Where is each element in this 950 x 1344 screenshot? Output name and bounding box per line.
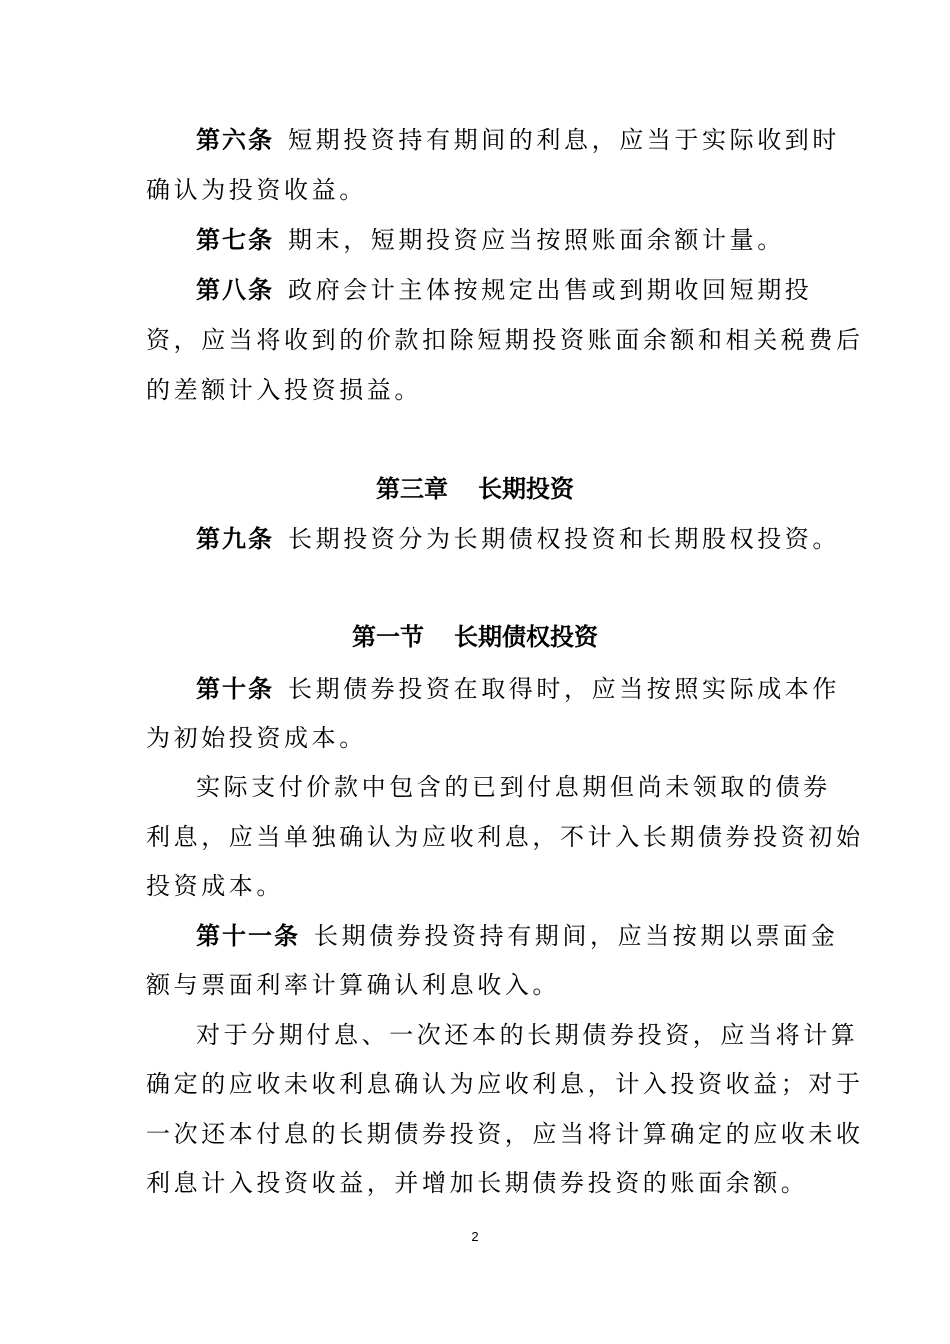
article-10-line-1	[196, 673, 840, 705]
article-9-label: 第九条	[196, 525, 274, 553]
section-heading	[0, 621, 950, 653]
article-10-para-2-line-2: 利息，应当单独确认为应收利息，不计入长期债券投资初始	[146, 823, 864, 851]
chapter-heading	[0, 473, 950, 505]
article-10-para-2-line-1: 实际支付价款中包含的已到付息期但尚未领取的债券	[196, 773, 831, 801]
article-10-text: 长期债券投资在取得时，应当按照实际成本作	[288, 675, 840, 703]
article-6-label: 第六条	[196, 126, 274, 154]
article-9-text: 长期投资分为长期债权投资和长期股权投资。	[288, 525, 840, 553]
article-11-line-2: 额与票面利率计算确认利息收入。	[146, 971, 560, 999]
article-6-line-2: 确认为投资收益。	[146, 176, 367, 204]
chapter-number: 第三章	[376, 475, 448, 503]
section-number: 第一节	[352, 623, 424, 651]
article-10-line-2: 为初始投资成本。	[146, 724, 367, 752]
article-8-label: 第八条	[196, 276, 274, 304]
article-6-text: 短期投资持有期间的利息，应当于实际收到时	[288, 126, 840, 154]
article-11-text: 长期债券投资持有期间，应当按期以票面金	[314, 922, 839, 950]
article-7-text: 期末，短期投资应当按照账面余额计量。	[288, 226, 785, 254]
page-number: 2	[471, 1229, 479, 1244]
section-title: 长期债权投资	[454, 623, 598, 651]
article-10-label: 第十条	[196, 675, 274, 703]
article-8-line-2: 资，应当将收到的价款扣除短期投资账面余额和相关税费后	[146, 326, 864, 354]
article-10-para-2-line-3: 投资成本。	[146, 872, 284, 900]
article-11-line-1	[196, 920, 839, 952]
chapter-title: 长期投资	[478, 475, 574, 503]
article-11-para-2-line-3: 一次还本付息的长期债券投资，应当将计算确定的应收未收	[146, 1120, 864, 1148]
article-8-line-3: 的差额计入投资损益。	[146, 376, 422, 404]
article-6-line-1	[196, 124, 840, 156]
article-11-para-2-line-2: 确定的应收未收利息确认为应收利息，计入投资收益；对于	[146, 1070, 864, 1098]
article-7-label: 第七条	[196, 226, 274, 254]
article-7-line-1	[196, 224, 806, 256]
article-9-line-1	[196, 523, 840, 555]
article-8-text: 政府会计主体按规定出售或到期收回短期投	[288, 276, 813, 304]
article-11-para-2-line-4: 利息计入投资收益，并增加长期债券投资的账面余额。	[146, 1169, 809, 1197]
article-11-label: 第十一条	[196, 922, 300, 950]
article-8-line-1	[196, 274, 813, 306]
article-11-para-2-line-1: 对于分期付息、一次还本的长期债券投资，应当将计算	[196, 1021, 859, 1049]
